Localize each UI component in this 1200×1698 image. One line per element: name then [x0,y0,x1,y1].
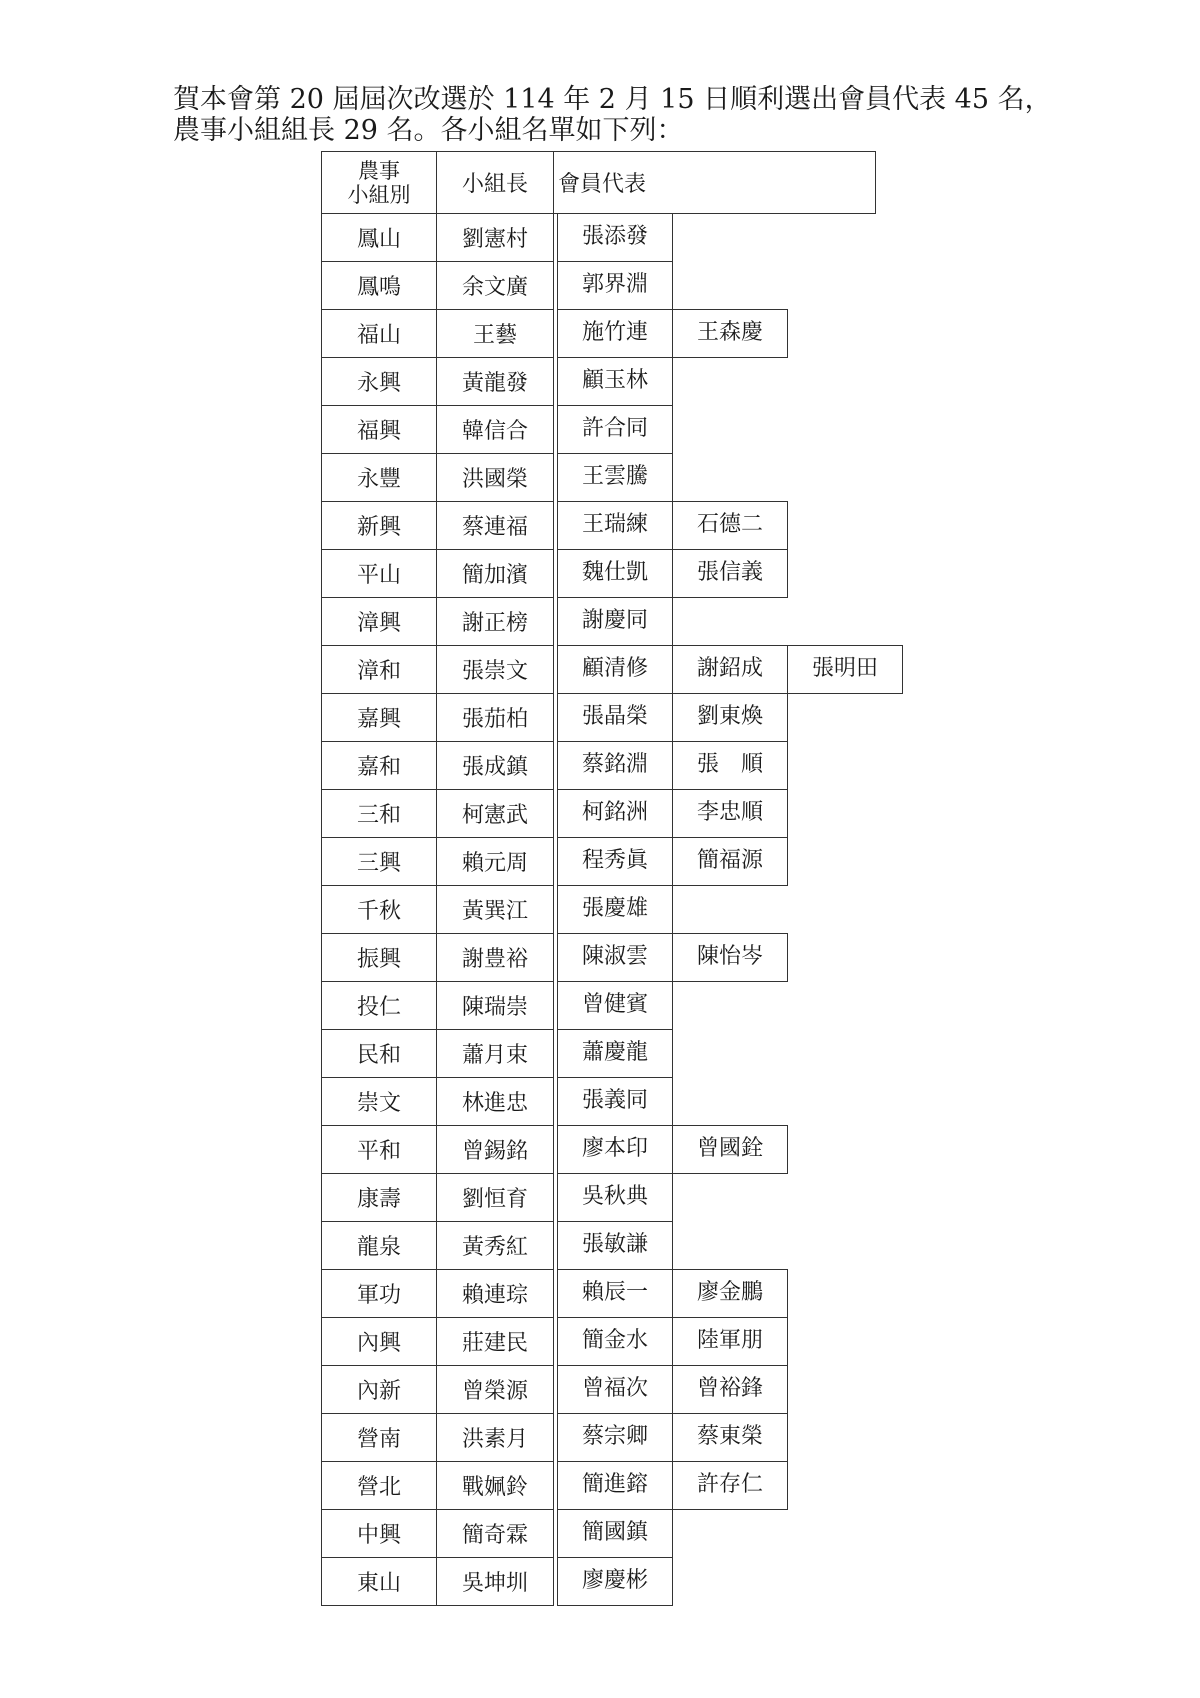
intro-line-1: 賀本會第 20 屆屆次改選於 114 年 2 月 15 日順利選出會員代表 45 名， [173,84,1052,115]
leader-cell: 蕭月束 [436,1029,554,1078]
representative-cell: 張添發 [557,213,673,262]
leader-cell: 黃巽江 [436,885,554,934]
representative-cell: 蔡銘淵 [557,741,673,790]
leader-cell: 戰姵鈴 [436,1461,554,1510]
leader-cell: 簡奇霖 [436,1509,554,1558]
group-name-cell: 投仁 [321,981,437,1030]
group-name-cell: 崇文 [321,1077,437,1126]
representative-cell: 謝慶同 [557,597,673,646]
group-name-cell: 民和 [321,1029,437,1078]
leader-cell: 張茄柏 [436,693,554,742]
leader-cell: 洪素月 [436,1413,554,1462]
representative-cell: 顧玉林 [557,357,673,406]
leader-cell: 劉恒育 [436,1173,554,1222]
leader-cell: 曾榮源 [436,1365,554,1414]
group-name-cell: 嘉興 [321,693,437,742]
representative-cell: 陳淑雲 [557,933,673,982]
header-group-line-1: 農事 [358,158,400,183]
representative-cell: 吳秋典 [557,1173,673,1222]
representative-cell: 張晶榮 [557,693,673,742]
representative-cell: 廖本印 [557,1125,673,1174]
leader-cell: 黃龍發 [436,357,554,406]
representative-cell: 張明田 [787,645,903,694]
representative-cell: 陸軍朋 [672,1317,788,1366]
representative-cell: 簡進鎔 [557,1461,673,1510]
leader-cell: 曾錫銘 [436,1125,554,1174]
representative-cell: 謝鉊成 [672,645,788,694]
representative-cell: 王森慶 [672,309,788,358]
leader-cell: 余文廣 [436,261,554,310]
representative-cell: 施竹連 [557,309,673,358]
representative-cell: 張慶雄 [557,885,673,934]
representative-cell: 廖金鵬 [672,1269,788,1318]
leader-cell: 洪國榮 [436,453,554,502]
representative-cell: 蔡東榮 [672,1413,788,1462]
representative-cell: 蔡宗卿 [557,1413,673,1462]
group-name-cell: 中興 [321,1509,437,1558]
representative-cell: 張敏謙 [557,1221,673,1270]
header-group-line-2: 小組別 [347,182,411,207]
group-name-cell: 平和 [321,1125,437,1174]
representative-cell: 張信義 [672,549,788,598]
header-group [321,151,437,214]
leader-cell: 謝正榜 [436,597,554,646]
representative-cell: 許合同 [557,405,673,454]
group-name-cell: 內興 [321,1317,437,1366]
leader-cell: 簡加濱 [436,549,554,598]
representative-cell: 郭界淵 [557,261,673,310]
group-name-cell: 三興 [321,837,437,886]
group-name-cell: 福興 [321,405,437,454]
group-name-cell: 內新 [321,1365,437,1414]
group-name-cell: 平山 [321,549,437,598]
representative-cell: 王雲騰 [557,453,673,502]
representative-cell: 簡國鎮 [557,1509,673,1558]
group-name-cell: 龍泉 [321,1221,437,1270]
representative-cell: 劉東煥 [672,693,788,742]
intro-text [173,84,1073,146]
group-name-cell: 嘉和 [321,741,437,790]
group-name-cell: 千秋 [321,885,437,934]
group-name-cell: 康壽 [321,1173,437,1222]
leader-cell: 吳坤圳 [436,1557,554,1606]
leader-cell: 莊建民 [436,1317,554,1366]
group-name-cell: 新興 [321,501,437,550]
representative-cell: 許存仁 [672,1461,788,1510]
leader-cell: 黃秀紅 [436,1221,554,1270]
group-name-cell: 軍功 [321,1269,437,1318]
group-name-cell: 福山 [321,309,437,358]
leader-cell: 劉憲村 [436,213,554,262]
representative-cell: 蕭慶龍 [557,1029,673,1078]
group-name-cell: 漳和 [321,645,437,694]
group-name-cell: 鳳鳴 [321,261,437,310]
leader-cell: 賴元周 [436,837,554,886]
representative-cell: 柯銘洲 [557,789,673,838]
leader-cell: 張成鎮 [436,741,554,790]
leader-cell: 謝豊裕 [436,933,554,982]
leader-cell: 王藝 [436,309,554,358]
representative-cell: 張 順 [672,741,788,790]
leader-cell: 林進忠 [436,1077,554,1126]
representative-cell: 曾健賓 [557,981,673,1030]
group-name-cell: 永豐 [321,453,437,502]
intro-line-2: 農事小組組長 29 名。各小組名單如下列： [173,115,684,146]
representative-cell: 王瑞練 [557,501,673,550]
representative-cell: 陳怡岑 [672,933,788,982]
group-name-cell: 東山 [321,1557,437,1606]
leader-cell: 蔡連福 [436,501,554,550]
leader-cell: 陳瑞崇 [436,981,554,1030]
group-name-cell: 振興 [321,933,437,982]
representative-cell: 程秀眞 [557,837,673,886]
group-name-cell: 營北 [321,1461,437,1510]
representative-cell: 曾國銓 [672,1125,788,1174]
leader-cell: 韓信合 [436,405,554,454]
group-name-cell: 營南 [321,1413,437,1462]
leader-cell: 張崇文 [436,645,554,694]
group-name-cell: 鳳山 [321,213,437,262]
representative-cell: 魏仕凱 [557,549,673,598]
representative-cell: 張義同 [557,1077,673,1126]
representative-cell: 李忠順 [672,789,788,838]
group-name-cell: 三和 [321,789,437,838]
representative-cell: 賴辰一 [557,1269,673,1318]
group-name-cell: 漳興 [321,597,437,646]
representative-cell: 石德二 [672,501,788,550]
leader-cell: 賴連琮 [436,1269,554,1318]
group-name-cell: 永興 [321,357,437,406]
header-leader: 小組長 [436,151,554,214]
representative-cell: 曾福次 [557,1365,673,1414]
representative-cell: 曾裕鋒 [672,1365,788,1414]
representative-cell: 簡金水 [557,1317,673,1366]
representative-cell: 簡福源 [672,837,788,886]
header-reps: 會員代表 [553,151,876,214]
leader-cell: 柯憲武 [436,789,554,838]
representative-cell: 廖慶彬 [557,1557,673,1606]
representative-cell: 顧清修 [557,645,673,694]
